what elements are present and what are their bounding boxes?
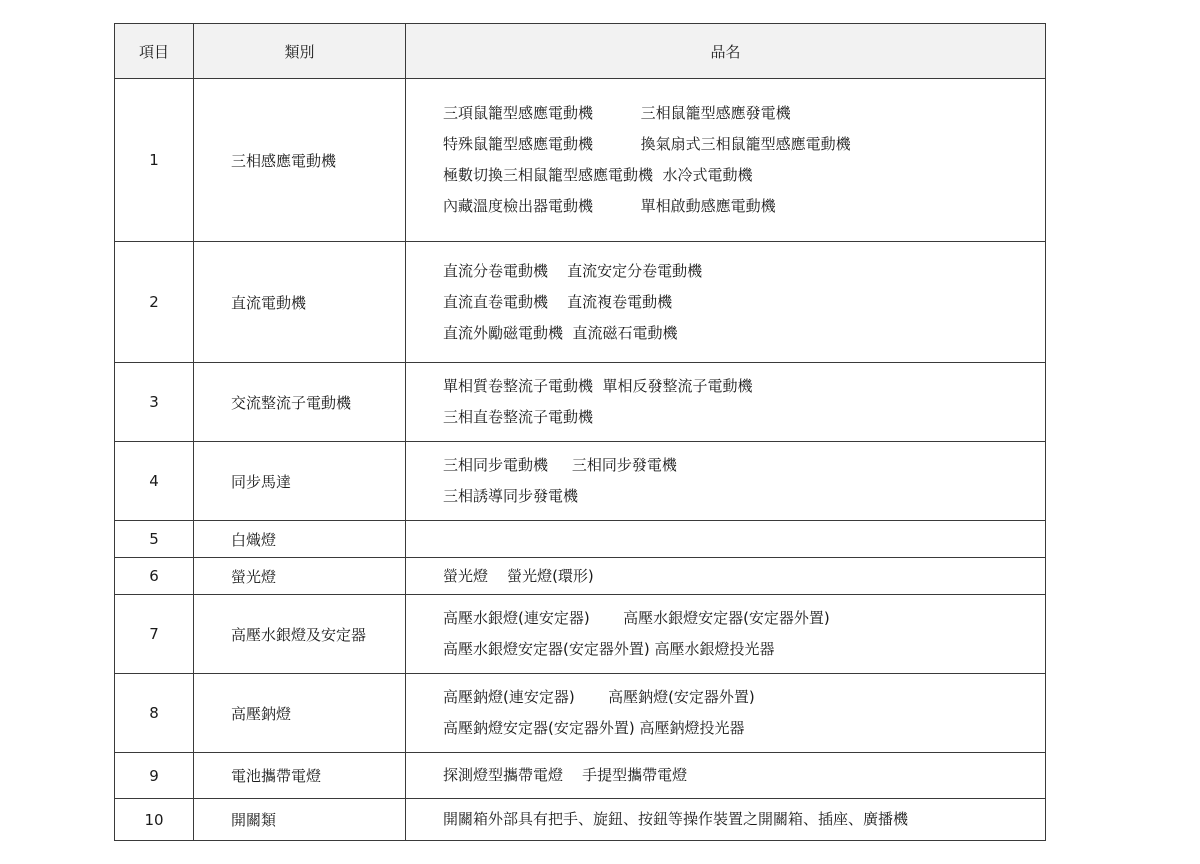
header-product-name: 品名 xyxy=(406,24,1046,79)
row-product-names xyxy=(406,442,1046,521)
row-item-no: 3 xyxy=(115,363,194,442)
table-row xyxy=(115,753,1046,799)
product-name-line: 開關箱外部具有把手、旋鈕、按鈕等操作裝置之開關箱、插座、廣播機 xyxy=(443,810,909,828)
row-category: 高壓鈉燈 xyxy=(194,674,406,753)
row-category: 螢光燈 xyxy=(194,558,406,595)
table-row xyxy=(115,558,1046,595)
product-name-line: 探測燈型攜帶電燈 手提型攜帶電燈 xyxy=(443,766,688,784)
product-name-line: 螢光燈 螢光燈(環形) xyxy=(443,566,594,585)
header-row xyxy=(115,24,1046,79)
product-name-line: 三項鼠籠型感應電動機 三相鼠籠型感應發電機 xyxy=(443,104,791,122)
table-row xyxy=(115,799,1046,841)
row-category: 電池攜帶電燈 xyxy=(194,753,406,799)
table-row xyxy=(115,79,1046,242)
row-product-names xyxy=(406,79,1046,242)
row-product-names xyxy=(406,799,1046,841)
header-item-no: 項目 xyxy=(115,24,194,79)
row-item-no: 8 xyxy=(115,674,194,753)
row-category: 開關類 xyxy=(194,799,406,841)
table-row xyxy=(115,595,1046,674)
table-header xyxy=(115,24,1046,79)
row-product-names xyxy=(406,363,1046,442)
product-name-line: 內藏溫度檢出器電動機 單相啟動感應電動機 xyxy=(443,197,776,215)
row-item-no: 10 xyxy=(115,799,194,841)
row-category: 直流電動機 xyxy=(194,242,406,363)
product-name-line: 三相直卷整流子電動機 xyxy=(443,408,594,426)
row-product-names xyxy=(406,521,1046,558)
row-category: 高壓水銀燈及安定器 xyxy=(194,595,406,674)
product-name-line: 單相質卷整流子電動機 單相反發整流子電動機 xyxy=(443,377,753,395)
product-name-line: 直流外勵磁電動機 直流磁石電動機 xyxy=(443,323,678,342)
product-name-line: 高壓水銀燈安定器(安定器外置) 高壓水銀燈投光器 xyxy=(443,640,775,658)
header-category: 類別 xyxy=(194,24,406,79)
table-row xyxy=(115,521,1046,558)
table-row xyxy=(115,363,1046,442)
product-name-line: 高壓鈉燈(連安定器) 高壓鈉燈(安定器外置) xyxy=(443,688,755,706)
row-item-no: 7 xyxy=(115,595,194,674)
row-item-no: 6 xyxy=(115,558,194,595)
row-product-names xyxy=(406,242,1046,363)
product-name-line: 直流直卷電動機 直流複卷電動機 xyxy=(443,292,673,311)
product-name-line: 特殊鼠籠型感應電動機 換氣扇式三相鼠籠型感應電動機 xyxy=(443,135,851,153)
row-product-names xyxy=(406,753,1046,799)
table-row xyxy=(115,674,1046,753)
product-name-line: 極數切換三相鼠籠型感應電動機 水冷式電動機 xyxy=(443,166,753,184)
row-item-no: 9 xyxy=(115,753,194,799)
row-product-names xyxy=(406,595,1046,674)
product-name-line: 直流分卷電動機 直流安定分卷電動機 xyxy=(443,261,703,280)
row-category: 白熾燈 xyxy=(194,521,406,558)
row-category: 交流整流子電動機 xyxy=(194,363,406,442)
product-name-line: 高壓鈉燈安定器(安定器外置) 高壓鈉燈投光器 xyxy=(443,719,745,737)
product-name-line: 三相同步電動機 三相同步發電機 xyxy=(443,456,677,474)
row-item-no: 5 xyxy=(115,521,194,558)
row-category: 同步馬達 xyxy=(194,442,406,521)
table-row xyxy=(115,442,1046,521)
table-row xyxy=(115,242,1046,363)
product-name-line: 三相誘導同步發電機 xyxy=(443,487,579,505)
row-item-no: 1 xyxy=(115,79,194,242)
row-category: 三相感應電動機 xyxy=(194,79,406,242)
table-body xyxy=(115,79,1046,841)
product-name-line: 高壓水銀燈(連安定器) 高壓水銀燈安定器(安定器外置) xyxy=(443,609,830,627)
row-product-names xyxy=(406,674,1046,753)
row-item-no: 4 xyxy=(115,442,194,521)
row-item-no: 2 xyxy=(115,242,194,363)
product-table xyxy=(114,23,1046,841)
row-product-names xyxy=(406,558,1046,595)
